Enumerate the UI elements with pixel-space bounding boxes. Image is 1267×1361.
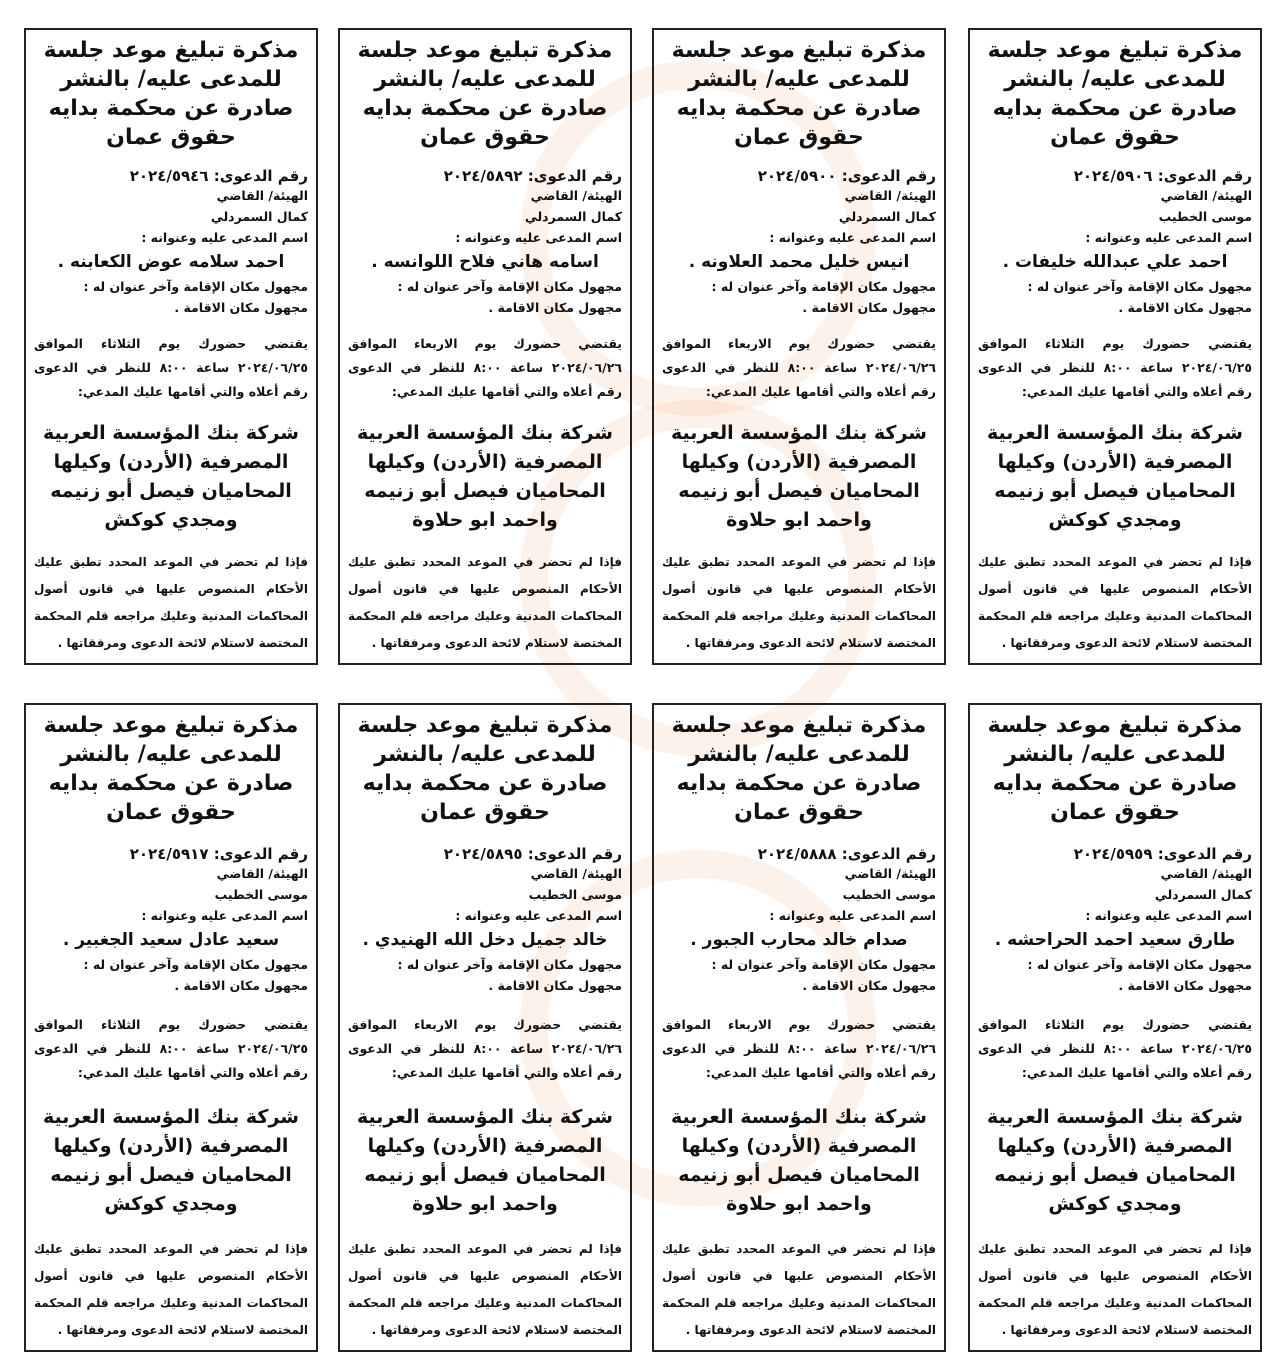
court-notice [338, 703, 632, 1352]
summons-day: الاربعاء الموافق [348, 336, 458, 351]
plaintiff-name: شركة بنك المؤسسة العربية المصرفية (الأردن) وكيلها المحاميان فيصل أبو زنيمه [43, 1105, 299, 1186]
plaintiff-name: شركة بنك المؤسسة العربية المصرفية (الأردن) وكيلها المحاميان فيصل أبو زنيمه [987, 421, 1243, 502]
case-value: ٢٠٢٤/٥٩١٧ [129, 844, 209, 863]
case-label: رقم الدعوى: [1157, 844, 1252, 863]
case-number [662, 845, 936, 863]
summons-prefix: يقتضي حضورك يوم [1102, 336, 1253, 351]
plaintiff-name: شركة بنك المؤسسة العربية المصرفية (الأردن) وكيلها المحاميان فيصل أبو زنيمه [357, 1105, 613, 1186]
summons-date: ٢٠٢٤/٠٦/٢٥ [237, 360, 308, 375]
case-number [978, 167, 1252, 185]
summons-day: الثلاثاء الموافق [978, 1017, 1085, 1032]
summons-text [662, 1013, 936, 1085]
panel-label: الهيئة/ القاضي [530, 865, 622, 881]
second-lawyer: واحمد ابو حلاوة [726, 1192, 872, 1215]
case-label: رقم الدعوى: [527, 844, 622, 863]
summons-date: ٢٠٢٤/٠٦/٢٥ [237, 1041, 308, 1056]
case-number [348, 845, 622, 863]
unknown-address: مجهول مكان الإقامة وآخر عنوان له : [1027, 956, 1252, 972]
plaintiff [662, 1103, 936, 1219]
panel-label: الهيئة/ القاضي [216, 865, 308, 881]
case-number [662, 167, 936, 185]
plaintiff [978, 419, 1252, 535]
defendant-name: سعيد عادل سعيد الجغبير . [62, 929, 280, 950]
case-value: ٢٠٢٤/٥٩٠٠ [757, 166, 837, 185]
panel-label: الهيئة/ القاضي [844, 865, 936, 881]
defendant-name: خالد جميل دخل الله الهنيدي . [362, 929, 608, 950]
case-label: رقم الدعوى: [841, 844, 936, 863]
unknown-address: مجهول مكان الإقامة وآخر عنوان له : [83, 278, 308, 294]
court-notice [24, 28, 318, 665]
closing-text: فإذا لم تحضر في الموعد المحدد تطبق عليك الأحكام المنصوص عليها في قانون أصول المحاكمات المدنية وعليك مراجعه قلم المحكمة المختصة لاستلام لائحة الدعوى ومرفقاتها . [348, 555, 622, 650]
second-lawyer: ومجدي كوكش [104, 508, 238, 531]
unknown-residence: مجهول مكان الاقامة . [174, 299, 308, 315]
plaintiff [34, 419, 308, 535]
summons-time: ساعة ٨:٠٠ للنظر في الدعوى رقم أعلاه والتي أقامها عليك المدعي: [348, 1041, 622, 1080]
closing-text: فإذا لم تحضر في الموعد المحدد تطبق عليك الأحكام المنصوص عليها في قانون أصول المحاكمات المدنية وعليك مراجعه قلم المحكمة المختصة لاستلام لائحة الدعوى ومرفقاتها . [34, 555, 308, 650]
summons-date: ٢٠٢٤/٠٦/٢٦ [865, 1041, 936, 1056]
judge-name: موسى الخطيب [842, 886, 936, 902]
panel-label: الهيئة/ القاضي [844, 187, 936, 203]
defendant-label: اسم المدعى عليه وعنوانه : [769, 229, 936, 245]
notice-details [348, 167, 622, 318]
summons-prefix: يقتضي حضورك يوم [158, 336, 309, 351]
case-label: رقم الدعوى: [527, 166, 622, 185]
summons-time: ساعة ٨:٠٠ للنظر في الدعوى رقم أعلاه والتي أقامها عليك المدعي: [34, 1041, 308, 1080]
second-lawyer: ومجدي كوكش [104, 1192, 238, 1215]
case-value: ٢٠٢٤/٥٨٨٨ [757, 844, 837, 863]
notice-details [978, 845, 1252, 996]
summons-text [34, 1013, 308, 1085]
unknown-address: مجهول مكان الإقامة وآخر عنوان له : [711, 278, 936, 294]
second-lawyer: واحمد ابو حلاوة [412, 1192, 558, 1215]
defendant-label: اسم المدعى عليه وعنوانه : [455, 229, 622, 245]
plaintiff-name: شركة بنك المؤسسة العربية المصرفية (الأردن) وكيلها المحاميان فيصل أبو زنيمه [987, 1105, 1243, 1186]
judge-name: موسى الخطيب [528, 886, 622, 902]
case-value: ٢٠٢٤/٥٨٩٥ [443, 844, 523, 863]
summons-prefix: يقتضي حضورك يوم [474, 1017, 623, 1032]
unknown-residence: مجهول مكان الاقامة . [802, 299, 936, 315]
defendant-label: اسم المدعى عليه وعنوانه : [1085, 229, 1252, 245]
notice-details [34, 167, 308, 318]
second-lawyer: ومجدي كوكش [1048, 1192, 1182, 1215]
judge-name: كمال السمردلي [524, 208, 622, 224]
summons-date: ٢٠٢٤/٠٦/٢٦ [865, 360, 936, 375]
court-notice [338, 28, 632, 665]
case-label: رقم الدعوى: [213, 844, 308, 863]
second-lawyer: ومجدي كوكش [1048, 508, 1182, 531]
unknown-address: مجهول مكان الإقامة وآخر عنوان له : [83, 956, 308, 972]
notice-details [348, 845, 622, 996]
panel-label: الهيئة/ القاضي [530, 187, 622, 203]
defendant-label: اسم المدعى عليه وعنوانه : [141, 229, 308, 245]
notice-title: مذكرة تبليغ موعد جلسة للمدعى عليه/ بالنشر صادرة عن محكمة بدايه حقوق عمان [43, 38, 299, 150]
plaintiff [348, 1103, 622, 1219]
defendant-name: طارق سعيد احمد الحراحشه . [994, 929, 1236, 950]
closing-text: فإذا لم تحضر في الموعد المحدد تطبق عليك الأحكام المنصوص عليها في قانون أصول المحاكمات المدنية وعليك مراجعه قلم المحكمة المختصة لاستلام لائحة الدعوى ومرفقاتها . [662, 1242, 936, 1337]
unknown-address: مجهول مكان الإقامة وآخر عنوان له : [397, 278, 622, 294]
unknown-address: مجهول مكان الإقامة وآخر عنوان له : [397, 956, 622, 972]
summons-text [662, 332, 936, 404]
judge-name: موسى الخطيب [1158, 208, 1252, 224]
case-value: ٢٠٢٤/٥٩٠٦ [1073, 166, 1153, 185]
notice-details [662, 845, 936, 996]
unknown-residence: مجهول مكان الاقامة . [1118, 299, 1252, 315]
closing-text: فإذا لم تحضر في الموعد المحدد تطبق عليك الأحكام المنصوص عليها في قانون أصول المحاكمات المدنية وعليك مراجعه قلم المحكمة المختصة لاستلام لائحة الدعوى ومرفقاتها . [34, 1242, 308, 1337]
summons-time: ساعة ٨:٠٠ للنظر في الدعوى رقم أعلاه والتي أقامها عليك المدعي: [662, 1041, 936, 1080]
closing-text: فإذا لم تحضر في الموعد المحدد تطبق عليك الأحكام المنصوص عليها في قانون أصول المحاكمات المدنية وعليك مراجعه قلم المحكمة المختصة لاستلام لائحة الدعوى ومرفقاتها . [662, 555, 936, 650]
summons-day: الاربعاء الموافق [662, 1017, 772, 1032]
defendant-name: انيس خليل محمد العلاونه . [688, 251, 910, 272]
plaintiff [34, 1103, 308, 1219]
case-number [348, 167, 622, 185]
court-notice [968, 28, 1262, 665]
case-number [978, 845, 1252, 863]
closing-text: فإذا لم تحضر في الموعد المحدد تطبق عليك الأحكام المنصوص عليها في قانون أصول المحاكمات المدنية وعليك مراجعه قلم المحكمة المختصة لاستلام لائحة الدعوى ومرفقاتها . [978, 1242, 1252, 1337]
case-value: ٢٠٢٤/٥٩٤٦ [129, 166, 209, 185]
defendant-name: اسامه هاني فلاح اللوانسه . [371, 251, 599, 272]
summons-day: الاربعاء الموافق [348, 1017, 458, 1032]
summons-prefix: يقتضي حضورك يوم [1102, 1017, 1253, 1032]
summons-time: ساعة ٨:٠٠ للنظر في الدعوى رقم أعلاه والتي أقامها عليك المدعي: [978, 1041, 1252, 1080]
summons-text [978, 1013, 1252, 1085]
case-label: رقم الدعوى: [213, 166, 308, 185]
summons-date: ٢٠٢٤/٠٦/٢٦ [551, 360, 622, 375]
case-number [34, 167, 308, 185]
notice-details [978, 167, 1252, 318]
defendant-name: احمد سلامه عوض الكعابنه . [57, 251, 285, 272]
closing-text: فإذا لم تحضر في الموعد المحدد تطبق عليك الأحكام المنصوص عليها في قانون أصول المحاكمات المدنية وعليك مراجعه قلم المحكمة المختصة لاستلام لائحة الدعوى ومرفقاتها . [348, 1242, 622, 1337]
defendant-name: صدام خالد محارب الجبور . [690, 929, 908, 950]
summons-day: الاربعاء الموافق [662, 336, 772, 351]
unknown-residence: مجهول مكان الاقامة . [1118, 977, 1252, 993]
summons-time: ساعة ٨:٠٠ للنظر في الدعوى رقم أعلاه والتي أقامها عليك المدعي: [662, 360, 936, 399]
summons-text [978, 332, 1252, 404]
summons-date: ٢٠٢٤/٠٦/٢٥ [1181, 1041, 1252, 1056]
panel-label: الهيئة/ القاضي [1160, 865, 1252, 881]
second-lawyer: واحمد ابو حلاوة [726, 508, 872, 531]
closing-text: فإذا لم تحضر في الموعد المحدد تطبق عليك الأحكام المنصوص عليها في قانون أصول المحاكمات المدنية وعليك مراجعه قلم المحكمة المختصة لاستلام لائحة الدعوى ومرفقاتها . [978, 555, 1252, 650]
plaintiff [978, 1103, 1252, 1219]
defendant-label: اسم المدعى عليه وعنوانه : [455, 907, 622, 923]
unknown-residence: مجهول مكان الاقامة . [488, 977, 622, 993]
unknown-residence: مجهول مكان الاقامة . [802, 977, 936, 993]
summons-date: ٢٠٢٤/٠٦/٢٥ [1181, 360, 1252, 375]
notice-title: مذكرة تبليغ موعد جلسة للمدعى عليه/ بالنشر صادرة عن محكمة بدايه حقوق عمان [671, 38, 927, 150]
summons-prefix: يقتضي حضورك يوم [788, 336, 937, 351]
notice-title: مذكرة تبليغ موعد جلسة للمدعى عليه/ بالنشر صادرة عن محكمة بدايه حقوق عمان [987, 713, 1243, 825]
summons-day: الثلاثاء الموافق [34, 336, 141, 351]
notice-title: مذكرة تبليغ موعد جلسة للمدعى عليه/ بالنشر صادرة عن محكمة بدايه حقوق عمان [987, 38, 1243, 150]
notice-title: مذكرة تبليغ موعد جلسة للمدعى عليه/ بالنشر صادرة عن محكمة بدايه حقوق عمان [671, 713, 927, 825]
summons-text [34, 332, 308, 404]
defendant-label: اسم المدعى عليه وعنوانه : [141, 907, 308, 923]
summons-prefix: يقتضي حضورك يوم [474, 336, 623, 351]
court-notice [24, 703, 318, 1352]
plaintiff-name: شركة بنك المؤسسة العربية المصرفية (الأردن) وكيلها المحاميان فيصل أبو زنيمه [671, 421, 927, 502]
defendant-label: اسم المدعى عليه وعنوانه : [769, 907, 936, 923]
summons-prefix: يقتضي حضورك يوم [788, 1017, 937, 1032]
notice-details [34, 845, 308, 996]
case-label: رقم الدعوى: [841, 166, 936, 185]
plaintiff [662, 419, 936, 535]
unknown-address: مجهول مكان الإقامة وآخر عنوان له : [1027, 278, 1252, 294]
case-value: ٢٠٢٤/٥٩٥٩ [1073, 844, 1153, 863]
case-number [34, 845, 308, 863]
unknown-address: مجهول مكان الإقامة وآخر عنوان له : [711, 956, 936, 972]
notice-title: مذكرة تبليغ موعد جلسة للمدعى عليه/ بالنشر صادرة عن محكمة بدايه حقوق عمان [43, 713, 299, 825]
summons-time: ساعة ٨:٠٠ للنظر في الدعوى رقم أعلاه والتي أقامها عليك المدعي: [978, 360, 1252, 399]
defendant-label: اسم المدعى عليه وعنوانه : [1085, 907, 1252, 923]
summons-date: ٢٠٢٤/٠٦/٢٦ [551, 1041, 622, 1056]
panel-label: الهيئة/ القاضي [1160, 187, 1252, 203]
unknown-residence: مجهول مكان الاقامة . [488, 299, 622, 315]
judge-name: كمال السمردلي [1154, 886, 1252, 902]
summons-time: ساعة ٨:٠٠ للنظر في الدعوى رقم أعلاه والتي أقامها عليك المدعي: [34, 360, 308, 399]
unknown-residence: مجهول مكان الاقامة . [174, 977, 308, 993]
case-label: رقم الدعوى: [1157, 166, 1252, 185]
judge-name: كمال السمردلي [838, 208, 936, 224]
panel-label: الهيئة/ القاضي [216, 187, 308, 203]
judge-name: كمال السمردلي [210, 208, 308, 224]
plaintiff-name: شركة بنك المؤسسة العربية المصرفية (الأردن) وكيلها المحاميان فيصل أبو زنيمه [43, 421, 299, 502]
summons-text [348, 1013, 622, 1085]
plaintiff-name: شركة بنك المؤسسة العربية المصرفية (الأردن) وكيلها المحاميان فيصل أبو زنيمه [671, 1105, 927, 1186]
plaintiff-name: شركة بنك المؤسسة العربية المصرفية (الأردن) وكيلها المحاميان فيصل أبو زنيمه [357, 421, 613, 502]
defendant-name: احمد علي عبدالله خليفات . [1002, 251, 1228, 272]
court-notice [652, 703, 946, 1352]
notice-details [662, 167, 936, 318]
summons-text [348, 332, 622, 404]
court-notice [968, 703, 1262, 1352]
summons-prefix: يقتضي حضورك يوم [158, 1017, 309, 1032]
plaintiff [348, 419, 622, 535]
summons-day: الثلاثاء الموافق [978, 336, 1085, 351]
case-value: ٢٠٢٤/٥٨٩٢ [443, 166, 523, 185]
judge-name: موسى الخطيب [214, 886, 308, 902]
court-notice [652, 28, 946, 665]
summons-day: الثلاثاء الموافق [34, 1017, 141, 1032]
notice-title: مذكرة تبليغ موعد جلسة للمدعى عليه/ بالنشر صادرة عن محكمة بدايه حقوق عمان [357, 38, 613, 150]
notice-title: مذكرة تبليغ موعد جلسة للمدعى عليه/ بالنشر صادرة عن محكمة بدايه حقوق عمان [357, 713, 613, 825]
summons-time: ساعة ٨:٠٠ للنظر في الدعوى رقم أعلاه والتي أقامها عليك المدعي: [348, 360, 622, 399]
second-lawyer: واحمد ابو حلاوة [412, 508, 558, 531]
